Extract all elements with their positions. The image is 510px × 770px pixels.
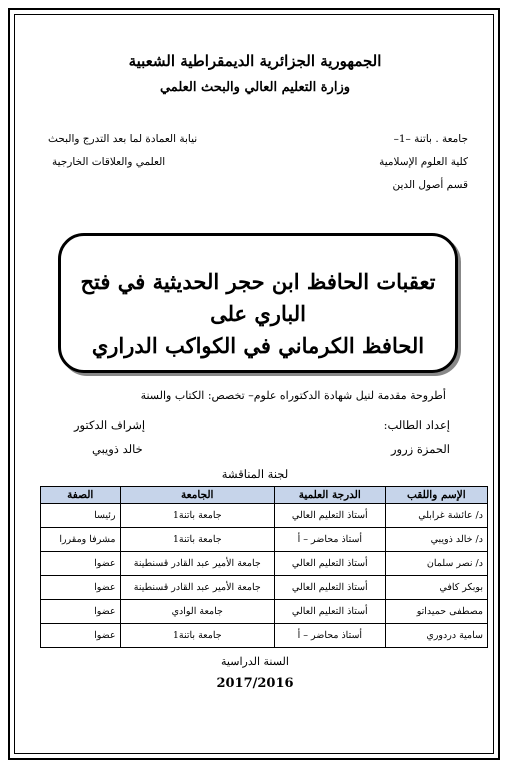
member-university: جامعة باتنة1 xyxy=(120,528,274,552)
member-role: عضوا xyxy=(41,600,121,624)
table-row xyxy=(41,576,488,600)
member-name: د/ خالد ذويبي xyxy=(385,528,487,552)
deanship-line-1: نيابة العمادة لما بعد التدرج والبحث xyxy=(48,133,198,145)
member-name: سامية دردوري xyxy=(385,624,487,648)
member-degree: أستاذ التعليم العالي xyxy=(274,552,385,576)
student-name: الحمزة زرور xyxy=(390,442,450,456)
academic-year-label: السنة الدراسية xyxy=(221,655,289,668)
institution-block xyxy=(379,128,468,197)
member-role: مشرفا ومقررا xyxy=(41,528,121,552)
committee-table xyxy=(40,486,488,648)
table-row xyxy=(41,624,488,648)
member-role: رئيسا xyxy=(41,504,121,528)
committee-header-row xyxy=(41,487,488,504)
member-name: د/ نصر سلمان xyxy=(385,552,487,576)
table-row xyxy=(41,528,488,552)
thesis-description: أطروحة مقدمة لنيل شهادة الدكتوراه علوم– تخصص: الكتاب والسنة xyxy=(140,389,446,402)
table-row xyxy=(41,504,488,528)
header-degree: الدرجة العلمية xyxy=(274,487,385,504)
header-university: الجامعة xyxy=(120,487,274,504)
member-name: د/ عائشة غرابلي xyxy=(385,504,487,528)
member-role: عضوا xyxy=(41,624,121,648)
prepared-by-label: إعداد الطالب: xyxy=(383,418,450,432)
deanship-line-2: العلمي والعلاقات الخارجية xyxy=(51,156,166,168)
member-role: عضوا xyxy=(41,552,121,576)
thesis-title-box xyxy=(58,233,458,373)
member-university: جامعة الأمير عبد القادر قسنطينة xyxy=(120,576,274,600)
academic-year: 2017/2016 xyxy=(216,676,294,691)
deanship-block xyxy=(48,128,197,174)
member-name: مصطفى حميداتو xyxy=(385,600,487,624)
university-name: جامعة . باتنة –1– xyxy=(393,133,468,145)
header-name: الإسم واللقب xyxy=(385,487,487,504)
member-university: جامعة باتنة1 xyxy=(120,504,274,528)
supervision-label: إشراف الدكتور xyxy=(74,418,146,432)
thesis-title-line-2: الحافظ الكرماني في الكواكب الدراري xyxy=(91,333,425,358)
member-degree: أستاذ محاضر – أ xyxy=(274,624,385,648)
thesis-title-line-1: تعقبات الحافظ ابن حجر الحديثية في فتح الباري على xyxy=(80,269,436,326)
supervisor-name: خالد ذويبي xyxy=(92,442,143,456)
faculty-name: كلية العلوم الإسلامية xyxy=(379,156,468,168)
member-role: عضوا xyxy=(41,576,121,600)
member-degree: أستاذ محاضر – أ xyxy=(274,528,385,552)
member-name: بوبكر كافي xyxy=(385,576,487,600)
header-role: الصفة xyxy=(41,487,121,504)
member-university: جامعة الوادي xyxy=(120,600,274,624)
ministry-heading: وزارة التعليم العالي والبحث العلمي xyxy=(159,80,351,95)
member-university: جامعة باتنة1 xyxy=(120,624,274,648)
department-name: قسم أصول الدين xyxy=(392,179,468,191)
member-university: جامعة الأمير عبد القادر قسنطينة xyxy=(120,552,274,576)
member-degree: أستاذ التعليم العالي xyxy=(274,600,385,624)
table-row xyxy=(41,600,488,624)
committee-label: لجنة المناقشة xyxy=(221,467,289,481)
member-degree: أستاذ التعليم العالي xyxy=(274,576,385,600)
republic-heading: الجمهورية الجزائرية الديمقراطية الشعبية xyxy=(128,52,382,70)
member-degree: أستاذ التعليم العالي xyxy=(274,504,385,528)
table-row xyxy=(41,552,488,576)
